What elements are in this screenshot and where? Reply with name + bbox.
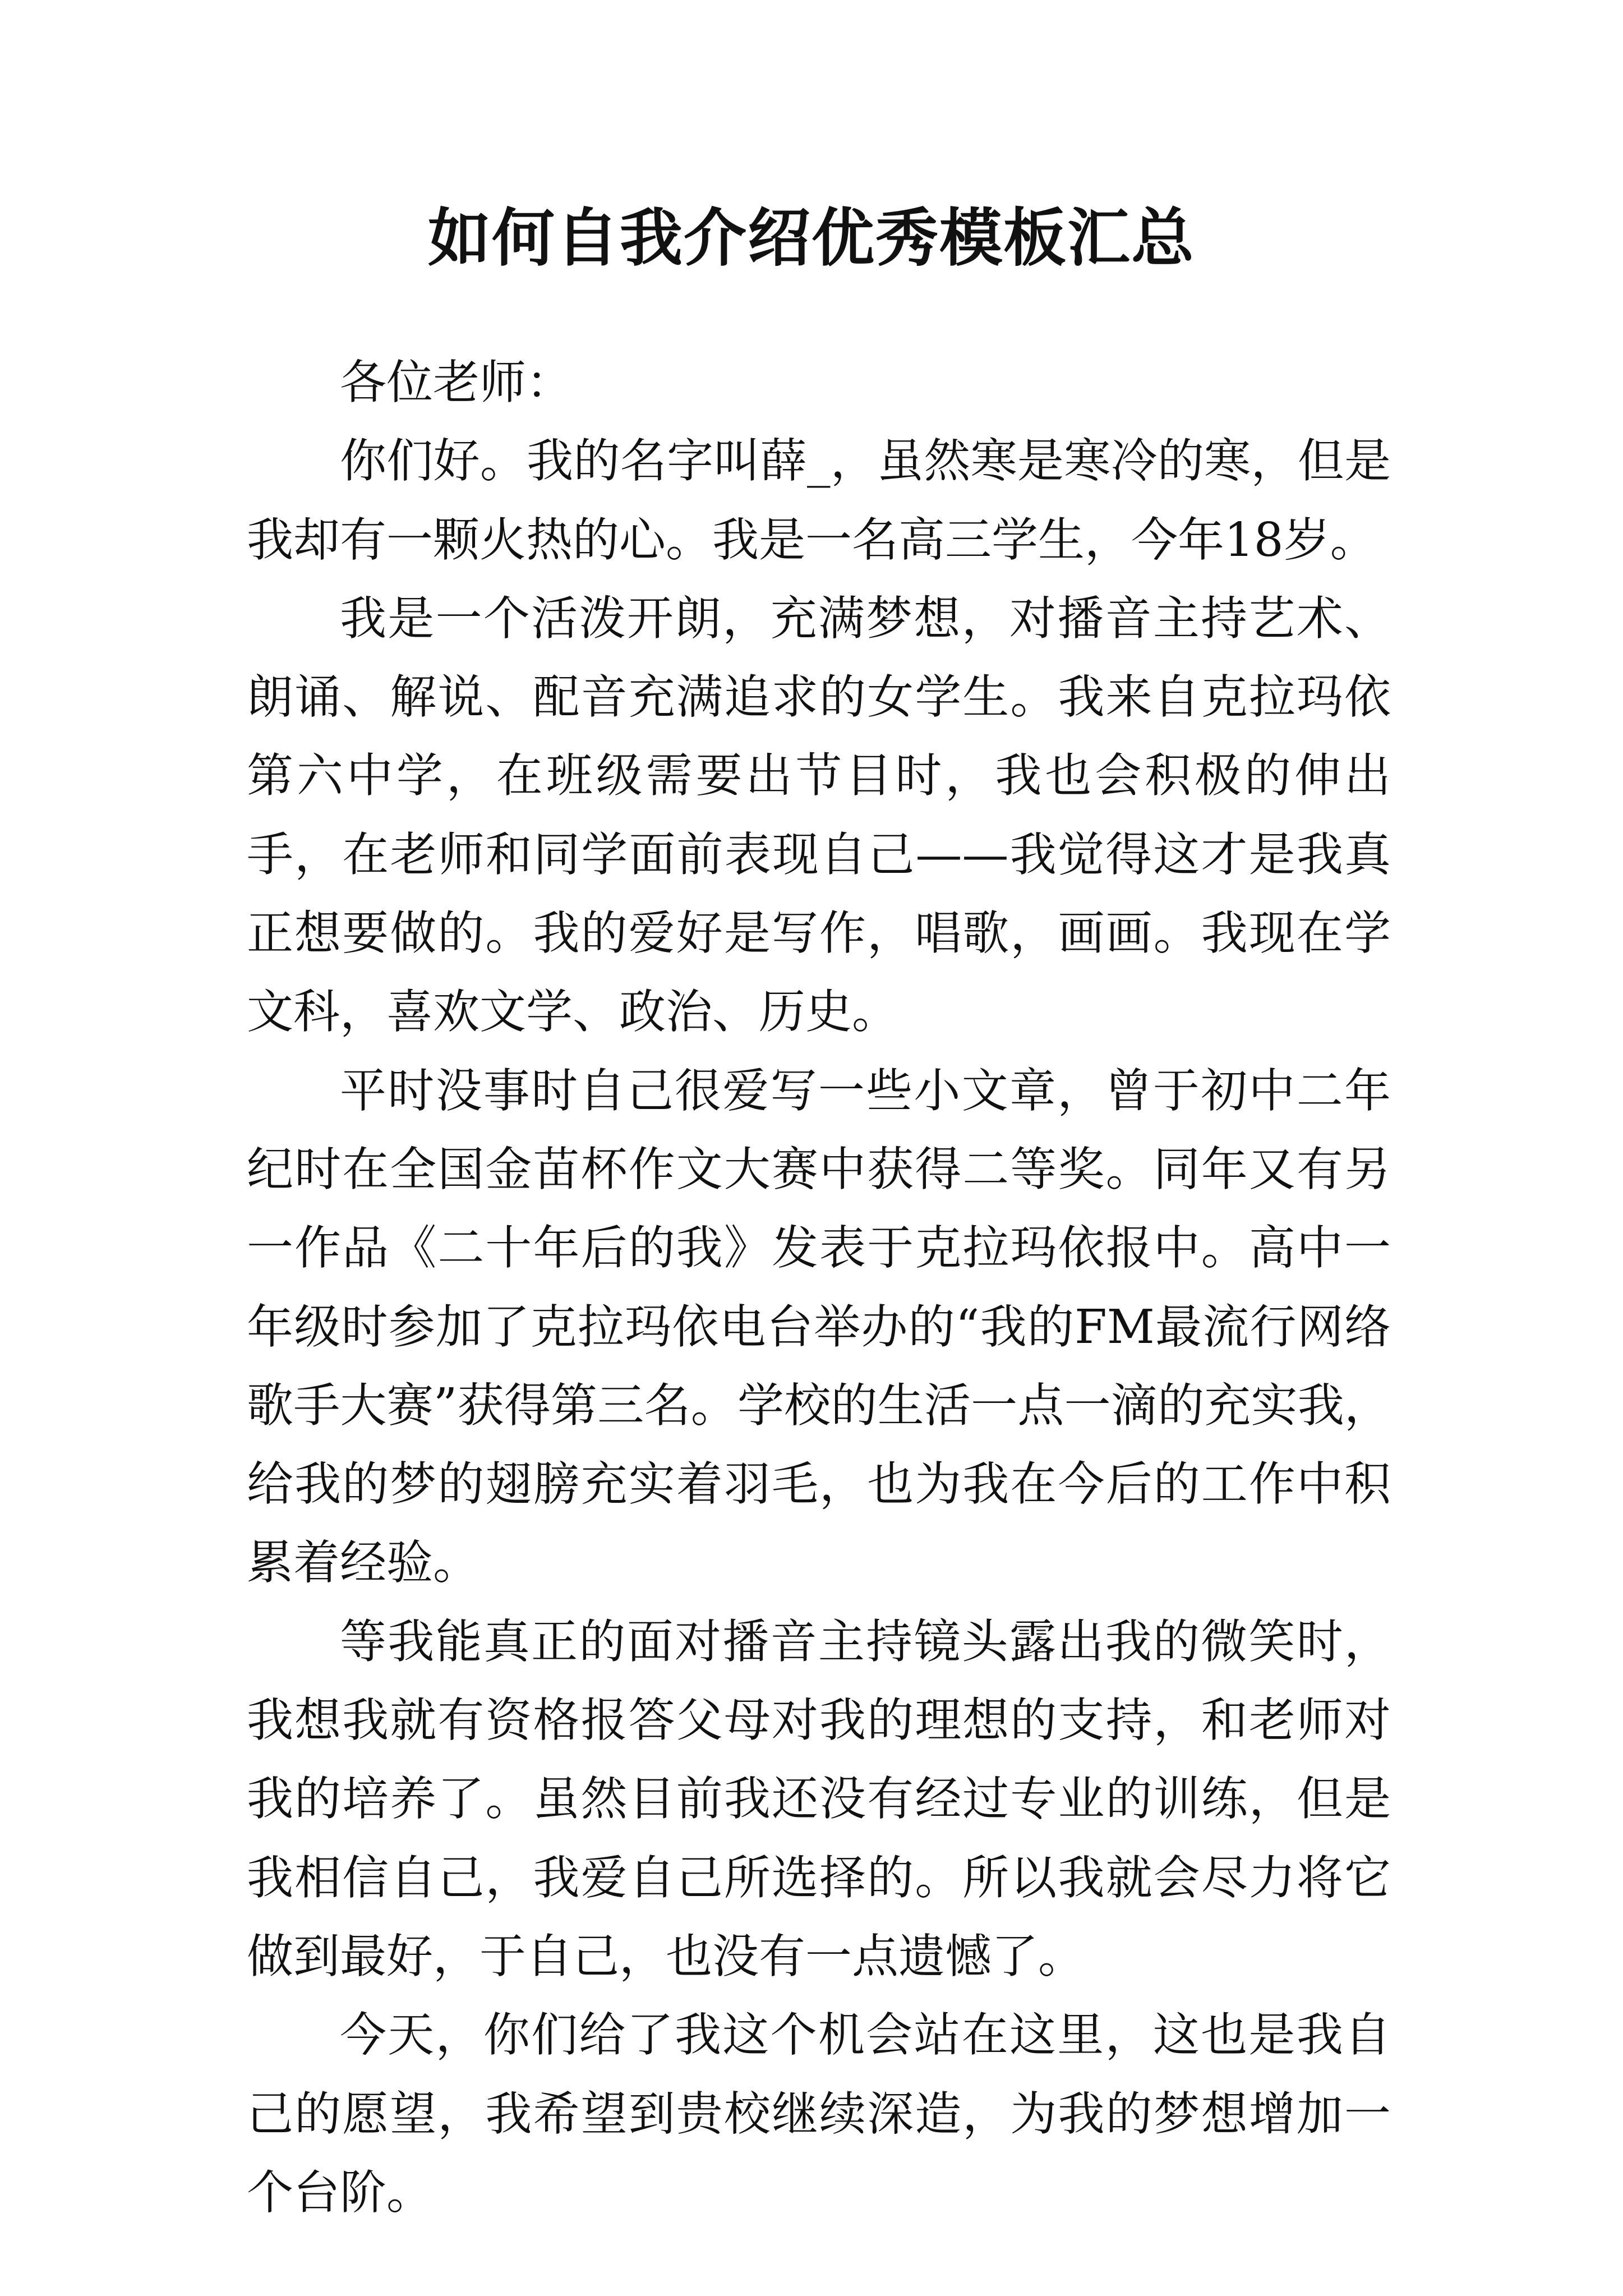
paragraph: 等我能真正的面对播音主持镜头露出我的微笑时，我想我就有资格报答父母对我的理想的支持，和老师对我的培养了。虽然目前我还没有经过专业的训练，但是我相信自己，我爱自己所选择的。所以我就会尽力将它做到最好，于自己，也没有一点遗憾了。: [247, 1614, 1391, 1984]
paragraph: 今天，你们给了我这个机会站在这里，这也是我自己的愿望，我希望到贵校继续深造，为我的梦想增加一个台阶。: [247, 2008, 1391, 2220]
document-body: [247, 343, 1391, 2232]
paragraph-salutation: 各位老师：: [340, 355, 573, 409]
paragraph: 你们好。我的名字叫薛_，虽然寒是寒冷的寒，但是我却有一颗火热的心。我是一名高三学生，今年18岁。: [247, 434, 1391, 567]
paragraph: 平时没事时自己很爱写一些小文章，曾于初中二年纪时在全国金苗杯作文大赛中获得二等奖。同年又有另一作品《二十年后的我》发表于克拉玛依报中。高中一年级时参加了克拉玛依电台举办的“我的FM最流行网络歌手大赛”获得第三名。学校的生活一点一滴的充实我，给我的梦的翅膀充实着羽毛，也为我在今后的工作中积累着经验。: [247, 1063, 1391, 1590]
document-title: 如何自我介绍优秀模板汇总: [428, 201, 1195, 275]
paragraph: 我是一个活泼开朗，充满梦想，对播音主持艺术、朗诵、解说、配音充满追求的女学生。我来自克拉玛依第六中学，在班级需要出节目时，我也会积极的伸出手，在老师和同学面前表现自己——我觉得这才是我真正想要做的。我的爱好是写作，唱歌，画画。我现在学文科，喜欢文学、政治、历史。: [247, 591, 1391, 1039]
